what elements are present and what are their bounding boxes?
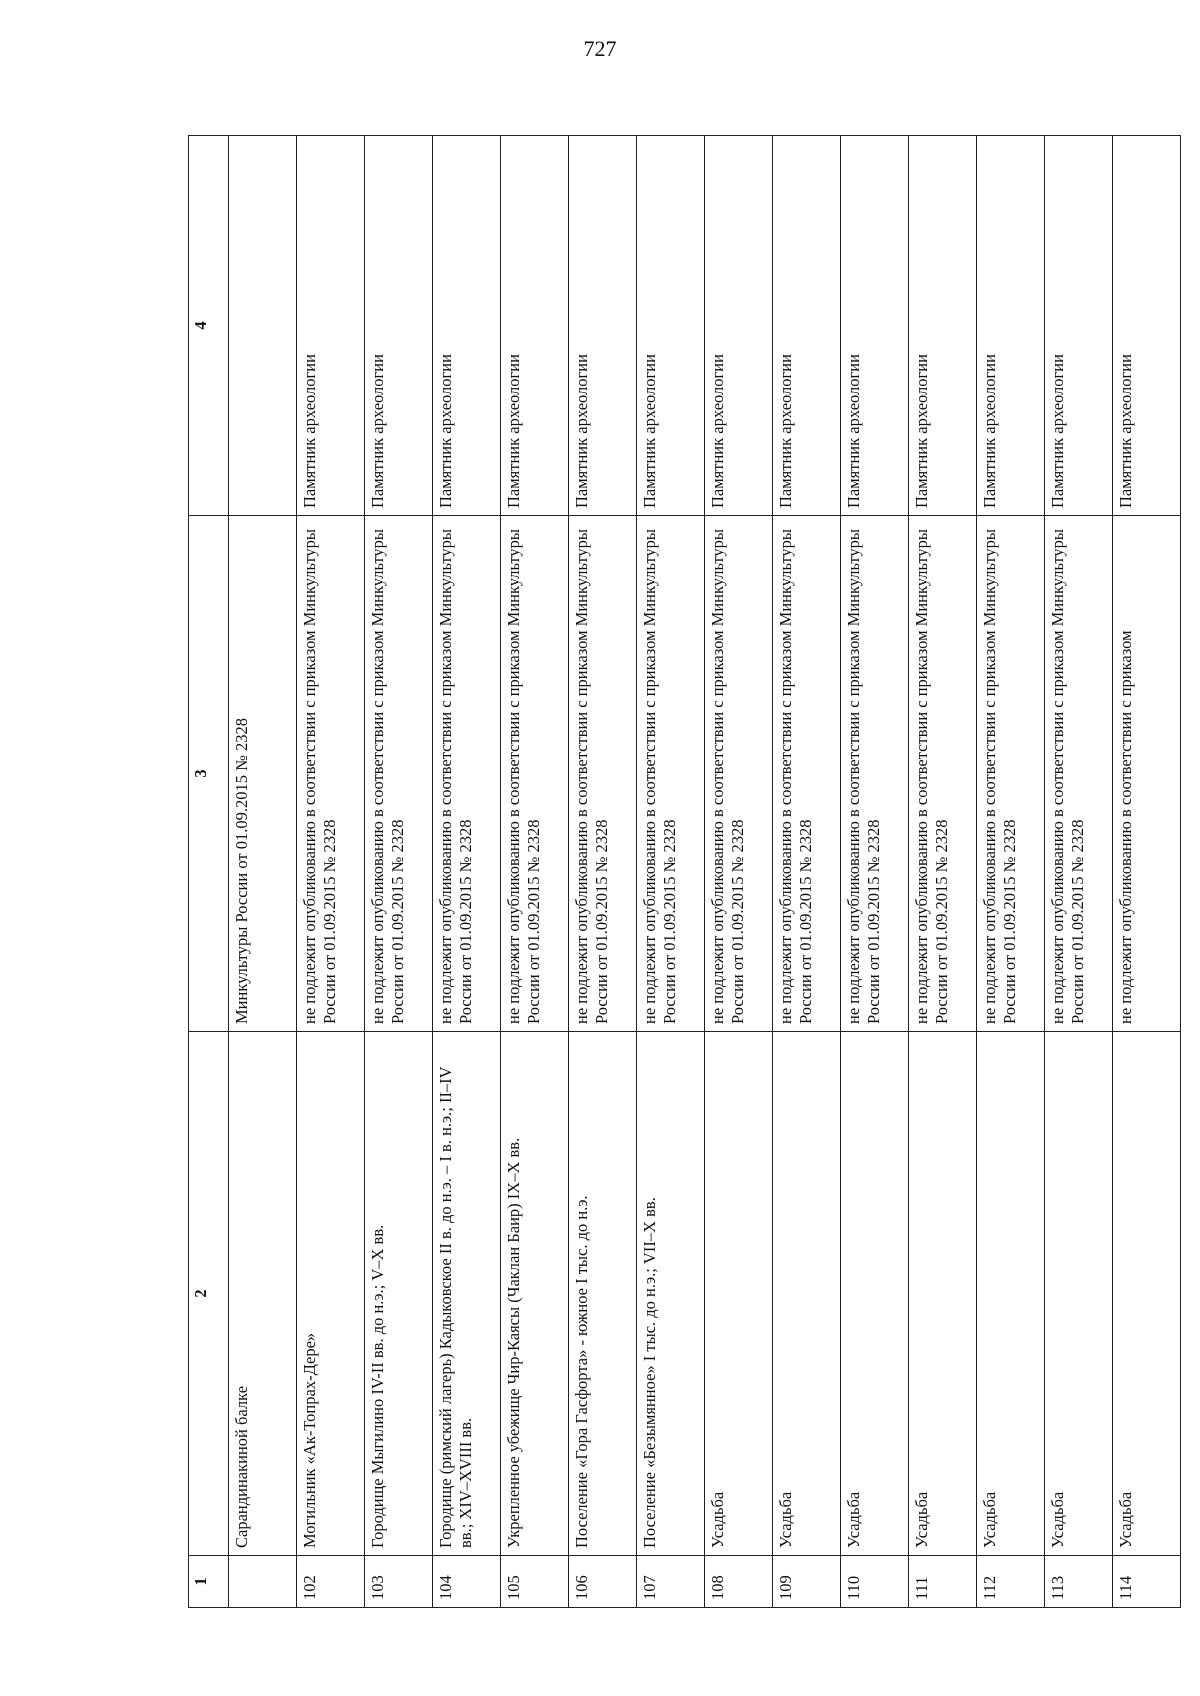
cell-category	[229, 136, 297, 516]
cell-document: не подлежит опубликованию в соответствии с приказом Минкультуры России от 01.09.2015 № 2328	[909, 516, 977, 1032]
cell-category: Памятник археологии	[705, 136, 773, 516]
cell-document: не подлежит опубликованию в соответствии с приказом Минкультуры России от 01.09.2015 № 2328	[365, 516, 433, 1032]
table-row	[705, 136, 773, 1608]
table-header-row	[189, 136, 229, 1608]
cell-number: 112	[977, 1556, 1045, 1608]
cell-document: не подлежит опубликованию в соответствии с приказом Минкультуры России от 01.09.2015 № 2328	[297, 516, 365, 1032]
cell-number: 107	[637, 1556, 705, 1608]
cell-name: Укрепленное убежище Чир-Каясы (Чаклан Баир) IX–X вв.	[501, 1032, 569, 1556]
table-row	[841, 136, 909, 1608]
cell-document: не подлежит опубликованию в соответствии с приказом Минкультуры России от 01.09.2015 № 2328	[433, 516, 501, 1032]
table-row	[365, 136, 433, 1608]
cell-category: Памятник археологии	[909, 136, 977, 516]
cell-number: 103	[365, 1556, 433, 1608]
cell-name: Усадьба	[705, 1032, 773, 1556]
cell-name: Сарандинакиной балке	[229, 1032, 297, 1556]
cell-number: 114	[1113, 1556, 1181, 1608]
cell-number: 109	[773, 1556, 841, 1608]
cell-document: не подлежит опубликованию в соответствии с приказом Минкультуры России от 01.09.2015 № 2328	[841, 516, 909, 1032]
table-row	[773, 136, 841, 1608]
cell-category: Памятник археологии	[773, 136, 841, 516]
cell-category: Памятник археологии	[569, 136, 637, 516]
cell-document: не подлежит опубликованию в соответствии с приказом	[1113, 516, 1181, 1032]
cell-name: Поселение «Безымянное» I тыс. до н.э.; VII–X вв.	[637, 1032, 705, 1556]
cell-number: 113	[1045, 1556, 1113, 1608]
cell-category: Памятник археологии	[501, 136, 569, 516]
page-number: 727	[583, 36, 617, 61]
cell-number: 110	[841, 1556, 909, 1608]
table-row	[909, 136, 977, 1608]
cell-category: Памятник археологии	[1045, 136, 1113, 516]
cell-number: 111	[909, 1556, 977, 1608]
cell-name: Усадьба	[1113, 1032, 1181, 1556]
cell-category: Памятник археологии	[433, 136, 501, 516]
table-row	[1113, 136, 1181, 1608]
column-header-category: 4	[189, 136, 229, 516]
column-header-number: 1	[189, 1556, 229, 1608]
table-row	[1045, 136, 1113, 1608]
cell-name: Усадьба	[909, 1032, 977, 1556]
cell-name: Усадьба	[773, 1032, 841, 1556]
table-row	[569, 136, 637, 1608]
cell-name: Городище (римский лагерь) Кадыковское II в. до н.э. – I в. н.э.; II–IV вв.; XIV–XVIII вв.	[433, 1032, 501, 1556]
cell-document: не подлежит опубликованию в соответствии с приказом Минкультуры России от 01.09.2015 № 2328	[637, 516, 705, 1032]
cell-number: 102	[297, 1556, 365, 1608]
cell-category: Памятник археологии	[841, 136, 909, 516]
cell-number	[229, 1556, 297, 1608]
cell-document: не подлежит опубликованию в соответствии с приказом Минкультуры России от 01.09.2015 № 2328	[569, 516, 637, 1032]
cell-category: Памятник археологии	[365, 136, 433, 516]
table-row	[297, 136, 365, 1608]
cell-document: не подлежит опубликованию в соответствии с приказом Минкультуры России от 01.09.2015 № 2328	[1045, 516, 1113, 1032]
cell-category: Памятник археологии	[297, 136, 365, 516]
cell-number: 105	[501, 1556, 569, 1608]
column-header-name: 2	[189, 1032, 229, 1556]
table-row	[501, 136, 569, 1608]
cell-document: не подлежит опубликованию в соответствии с приказом Минкультуры России от 01.09.2015 № 2328	[501, 516, 569, 1032]
cell-name: Усадьба	[977, 1032, 1045, 1556]
cell-document: Минкультуры России от 01.09.2015 № 2328	[229, 516, 297, 1032]
cell-name: Поселение «Гора Гасфорта» - южное I тыс. до н.э.	[569, 1032, 637, 1556]
cell-name: Усадьба	[841, 1032, 909, 1556]
cell-document: не подлежит опубликованию в соответствии с приказом Минкультуры России от 01.09.2015 № 2328	[977, 516, 1045, 1032]
cell-category: Памятник археологии	[1113, 136, 1181, 516]
cell-category: Памятник археологии	[977, 136, 1045, 516]
cell-number: 108	[705, 1556, 773, 1608]
cell-name: Могильник «Ак-Топрах-Дере»	[297, 1032, 365, 1556]
table-row	[433, 136, 501, 1608]
table-row	[637, 136, 705, 1608]
cell-document: не подлежит опубликованию в соответствии с приказом Минкультуры России от 01.09.2015 № 2328	[773, 516, 841, 1032]
cell-name: Усадьба	[1045, 1032, 1113, 1556]
table-row	[977, 136, 1045, 1608]
cell-document: не подлежит опубликованию в соответствии с приказом Минкультуры России от 01.09.2015 № 2328	[705, 516, 773, 1032]
cell-name: Городище Мыгилино IV-II вв. до н.э.; V–X вв.	[365, 1032, 433, 1556]
cell-number: 104	[433, 1556, 501, 1608]
column-header-document: 3	[189, 516, 229, 1032]
monuments-table	[188, 135, 1181, 1608]
table-row-continuation	[229, 136, 297, 1608]
cell-category: Памятник археологии	[637, 136, 705, 516]
cell-number: 106	[569, 1556, 637, 1608]
